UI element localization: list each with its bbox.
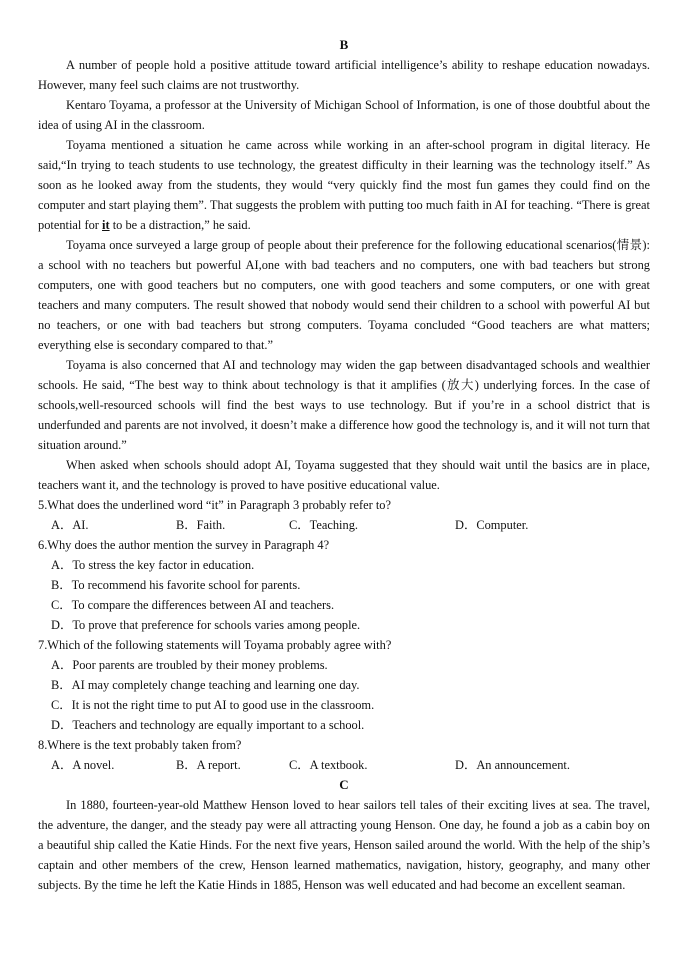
question-5-option-c: C．Teaching.: [289, 518, 358, 532]
question-8-option-b: B．A report.: [176, 758, 241, 772]
question-5-option-d: D．Computer.: [455, 518, 529, 532]
question-8-stem: 8.Where is the text probably taken from?: [38, 738, 242, 752]
question-7-stem: 7.Which of the following statements will Toyama probably agree with?: [38, 638, 392, 652]
question-5-option-a: A．AI.: [51, 518, 89, 532]
paragraph-1: A number of people hold a positive attitude toward artificial intelligence’s ability to reshape education nowadays. However, many feel such claims are not trustworthy.: [38, 58, 650, 92]
question-6-option-c: C．To compare the differences between AI and teachers.: [51, 598, 335, 612]
question-7-option-b: B．AI may completely change teaching and learning one day.: [51, 678, 360, 692]
question-8-options: [38, 755, 650, 775]
underlined-word-it: it: [102, 218, 110, 232]
section-b-heading: B: [339, 37, 349, 52]
section-c-heading: C: [339, 777, 349, 792]
question-7-option-d: D．Teachers and technology are equally important to a school.: [51, 718, 365, 732]
paragraph-4: Toyama once surveyed a large group of people about their preference for the following educational scenarios(情景): a school with no teachers but powerful AI,one with bad teachers and no computers, one with bad teachers but strong computers, one with good teachers but no computers, one with good teachers and some computers, or one with great teachers and many computers. The result showed that nobody would send their children to a school with powerful AI but no teachers, or one with bad teachers but strong computers. Toyama concluded “Good teachers are what matters; everything else is secondary compared to that.”: [38, 238, 650, 352]
question-7-option-a: A．Poor parents are troubled by their money problems.: [51, 658, 328, 672]
paragraph-3: [38, 135, 650, 235]
question-5-stem: 5.What does the underlined word “it” in Paragraph 3 probably refer to?: [38, 498, 392, 512]
paragraph-3-text-before: Toyama mentioned a situation he came across while working in an after-school program in digital literacy. He said,“In trying to teach students to use technology, the greatest difficulty in their learning was the technology itself.” As soon as he looked away from the students, they would “very quickly find the most fun games they could find on the computer and start playing them”. That suggests the problem with putting too much faith in AI for teaching. “There is great potential for: [38, 138, 650, 232]
question-8-option-c: C．A textbook.: [289, 758, 368, 772]
paragraph-6: When asked when schools should adopt AI, Toyama suggested that they should wait until the basics are in place, teachers want it, and the technology is proved to have positive educational value.: [38, 458, 650, 492]
section-c-paragraph: In 1880, fourteen-year-old Matthew Henson loved to hear sailors tell tales of their exciting lives at sea. The travel, the adventure, the danger, and the steady pay were all attracting young Henson. One day, he found a job as a cabin boy on a beautiful ship called the Katie Hinds. For the next five years, Henson sailed around the world. With the help of the ship’s captain and other members of the crew, Henson learned mathematics, navigation, history, geography, and many other subjects. By the time he left the Katie Hinds in 1885, Henson was well educated and had become an excellent seaman.: [38, 798, 650, 892]
question-6-option-d: D．To prove that preference for schools varies among people.: [51, 618, 361, 632]
question-8-option-a: A．A novel.: [51, 758, 115, 772]
question-8-option-d: D．An announcement.: [455, 758, 570, 772]
question-6-option-a: A．To stress the key factor in education.: [51, 558, 255, 572]
question-6-stem: 6.Why does the author mention the survey in Paragraph 4?: [38, 538, 330, 552]
question-7-option-c: C．It is not the right time to put AI to good use in the classroom.: [51, 698, 375, 712]
question-6-option-b: B．To recommend his favorite school for parents.: [51, 578, 301, 592]
question-5-option-b: B．Faith.: [176, 518, 226, 532]
paragraph-2: Kentaro Toyama, a professor at the University of Michigan School of Information, is one of those doubtful about the idea of using AI in the classroom.: [38, 98, 650, 132]
paragraph-3-text-after: to be a distraction,” he said.: [112, 218, 251, 232]
question-5-options: [38, 515, 650, 535]
paragraph-5: Toyama is also concerned that AI and technology may widen the gap between disadvantaged schools and wealthier schools. He said, “The best way to think about technology is that it amplifies (放大) underlying forces. In the case of schools,well-resourced schools will find the best ways to use technology. But if you’re in a school district that is underfunded and parents are not involved, it doesn’t make a difference how good the technology is, and it will not turn that situation around.”: [38, 358, 650, 452]
